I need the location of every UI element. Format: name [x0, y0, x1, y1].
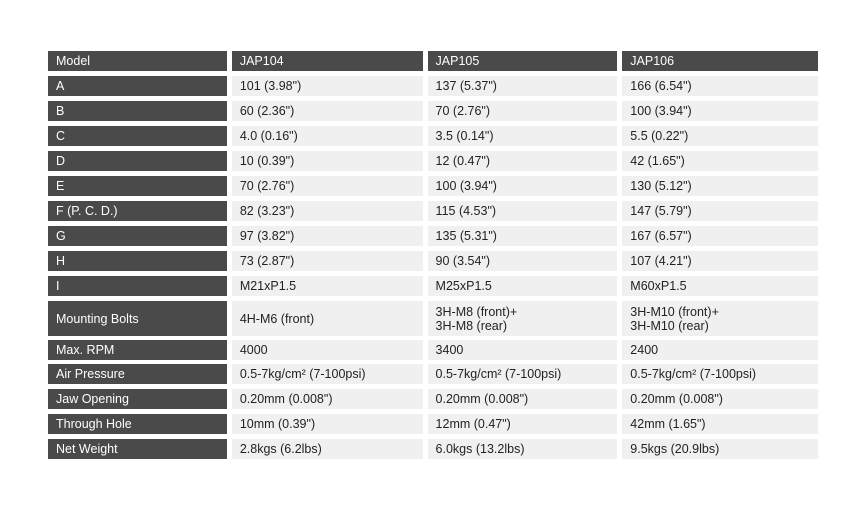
row-label: B: [48, 101, 227, 121]
cell-jap106: 107 (4.21"): [622, 251, 818, 271]
cell-jap106: 167 (6.57"): [622, 226, 818, 246]
cell-jap104: 73 (2.87"): [232, 251, 423, 271]
table-row: [48, 340, 818, 360]
cell-jap104: M21xP1.5: [232, 276, 423, 296]
table-row: [48, 389, 818, 409]
row-label: C: [48, 126, 227, 146]
cell-jap104: 60 (2.36"): [232, 101, 423, 121]
table-row: [48, 301, 818, 336]
cell-jap105: 135 (5.31"): [428, 226, 618, 246]
cell-jap104: 10 (0.39"): [232, 151, 423, 171]
cell-jap105: 100 (3.94"): [428, 176, 618, 196]
cell-jap106: 0.20mm (0.008"): [622, 389, 818, 409]
cell-jap104: 97 (3.82"): [232, 226, 423, 246]
header-cell-jap104: JAP104: [232, 51, 423, 71]
cell-jap106: M60xP1.5: [622, 276, 818, 296]
row-label: E: [48, 176, 227, 196]
row-label: Mounting Bolts: [48, 301, 227, 336]
table-row: [48, 226, 818, 246]
cell-jap104: 101 (3.98"): [232, 76, 423, 96]
cell-jap104: 10mm (0.39"): [232, 414, 423, 434]
cell-jap106: 147 (5.79"): [622, 201, 818, 221]
row-label: Air Pressure: [48, 364, 227, 384]
row-label: A: [48, 76, 227, 96]
header-cell-jap105: JAP105: [428, 51, 618, 71]
table-row: [48, 101, 818, 121]
cell-jap104: 4000: [232, 340, 423, 360]
cell-jap105: 12mm (0.47"): [428, 414, 618, 434]
table-row: [48, 439, 818, 459]
row-label: H: [48, 251, 227, 271]
cell-jap105: 115 (4.53"): [428, 201, 618, 221]
table-row: [48, 251, 818, 271]
table-header-row: [48, 51, 818, 71]
row-label: D: [48, 151, 227, 171]
cell-jap106: 100 (3.94"): [622, 101, 818, 121]
cell-jap106: 5.5 (0.22"): [622, 126, 818, 146]
header-cell-model: Model: [48, 51, 227, 71]
table-row: [48, 364, 818, 384]
cell-jap106: 130 (5.12"): [622, 176, 818, 196]
cell-jap106: 3H-M10 (front)+ 3H-M10 (rear): [622, 301, 818, 336]
cell-jap104: 0.20mm (0.008"): [232, 389, 423, 409]
cell-jap105: 70 (2.76"): [428, 101, 618, 121]
cell-jap106: 42 (1.65"): [622, 151, 818, 171]
row-label: I: [48, 276, 227, 296]
table-row: [48, 414, 818, 434]
cell-jap104: 4H-M6 (front): [232, 301, 423, 336]
cell-jap105: 0.5-7kg/cm² (7-100psi): [428, 364, 618, 384]
cell-jap105: 0.20mm (0.008"): [428, 389, 618, 409]
row-label: Net Weight: [48, 439, 227, 459]
cell-jap105: 6.0kgs (13.2lbs): [428, 439, 618, 459]
table-row: [48, 151, 818, 171]
table-row: [48, 126, 818, 146]
row-label: G: [48, 226, 227, 246]
cell-jap105: 3H-M8 (front)+ 3H-M8 (rear): [428, 301, 618, 336]
cell-jap105: 12 (0.47"): [428, 151, 618, 171]
cell-jap105: 3.5 (0.14"): [428, 126, 618, 146]
cell-jap104: 70 (2.76"): [232, 176, 423, 196]
row-label: Jaw Opening: [48, 389, 227, 409]
cell-jap106: 2400: [622, 340, 818, 360]
cell-jap105: 90 (3.54"): [428, 251, 618, 271]
row-label: F (P. C. D.): [48, 201, 227, 221]
row-label: Max. RPM: [48, 340, 227, 360]
cell-jap104: 82 (3.23"): [232, 201, 423, 221]
table-row: [48, 201, 818, 221]
cell-jap105: 3400: [428, 340, 618, 360]
header-cell-jap106: JAP106: [622, 51, 818, 71]
cell-jap106: 0.5-7kg/cm² (7-100psi): [622, 364, 818, 384]
cell-jap106: 166 (6.54"): [622, 76, 818, 96]
table-row: [48, 76, 818, 96]
cell-jap106: 42mm (1.65"): [622, 414, 818, 434]
cell-jap105: 137 (5.37"): [428, 76, 618, 96]
cell-jap104: 4.0 (0.16"): [232, 126, 423, 146]
cell-jap106: 9.5kgs (20.9lbs): [622, 439, 818, 459]
table-row: [48, 176, 818, 196]
row-label: Through Hole: [48, 414, 227, 434]
table-row: [48, 276, 818, 296]
cell-jap104: 2.8kgs (6.2lbs): [232, 439, 423, 459]
cell-jap105: M25xP1.5: [428, 276, 618, 296]
cell-jap104: 0.5-7kg/cm² (7-100psi): [232, 364, 423, 384]
